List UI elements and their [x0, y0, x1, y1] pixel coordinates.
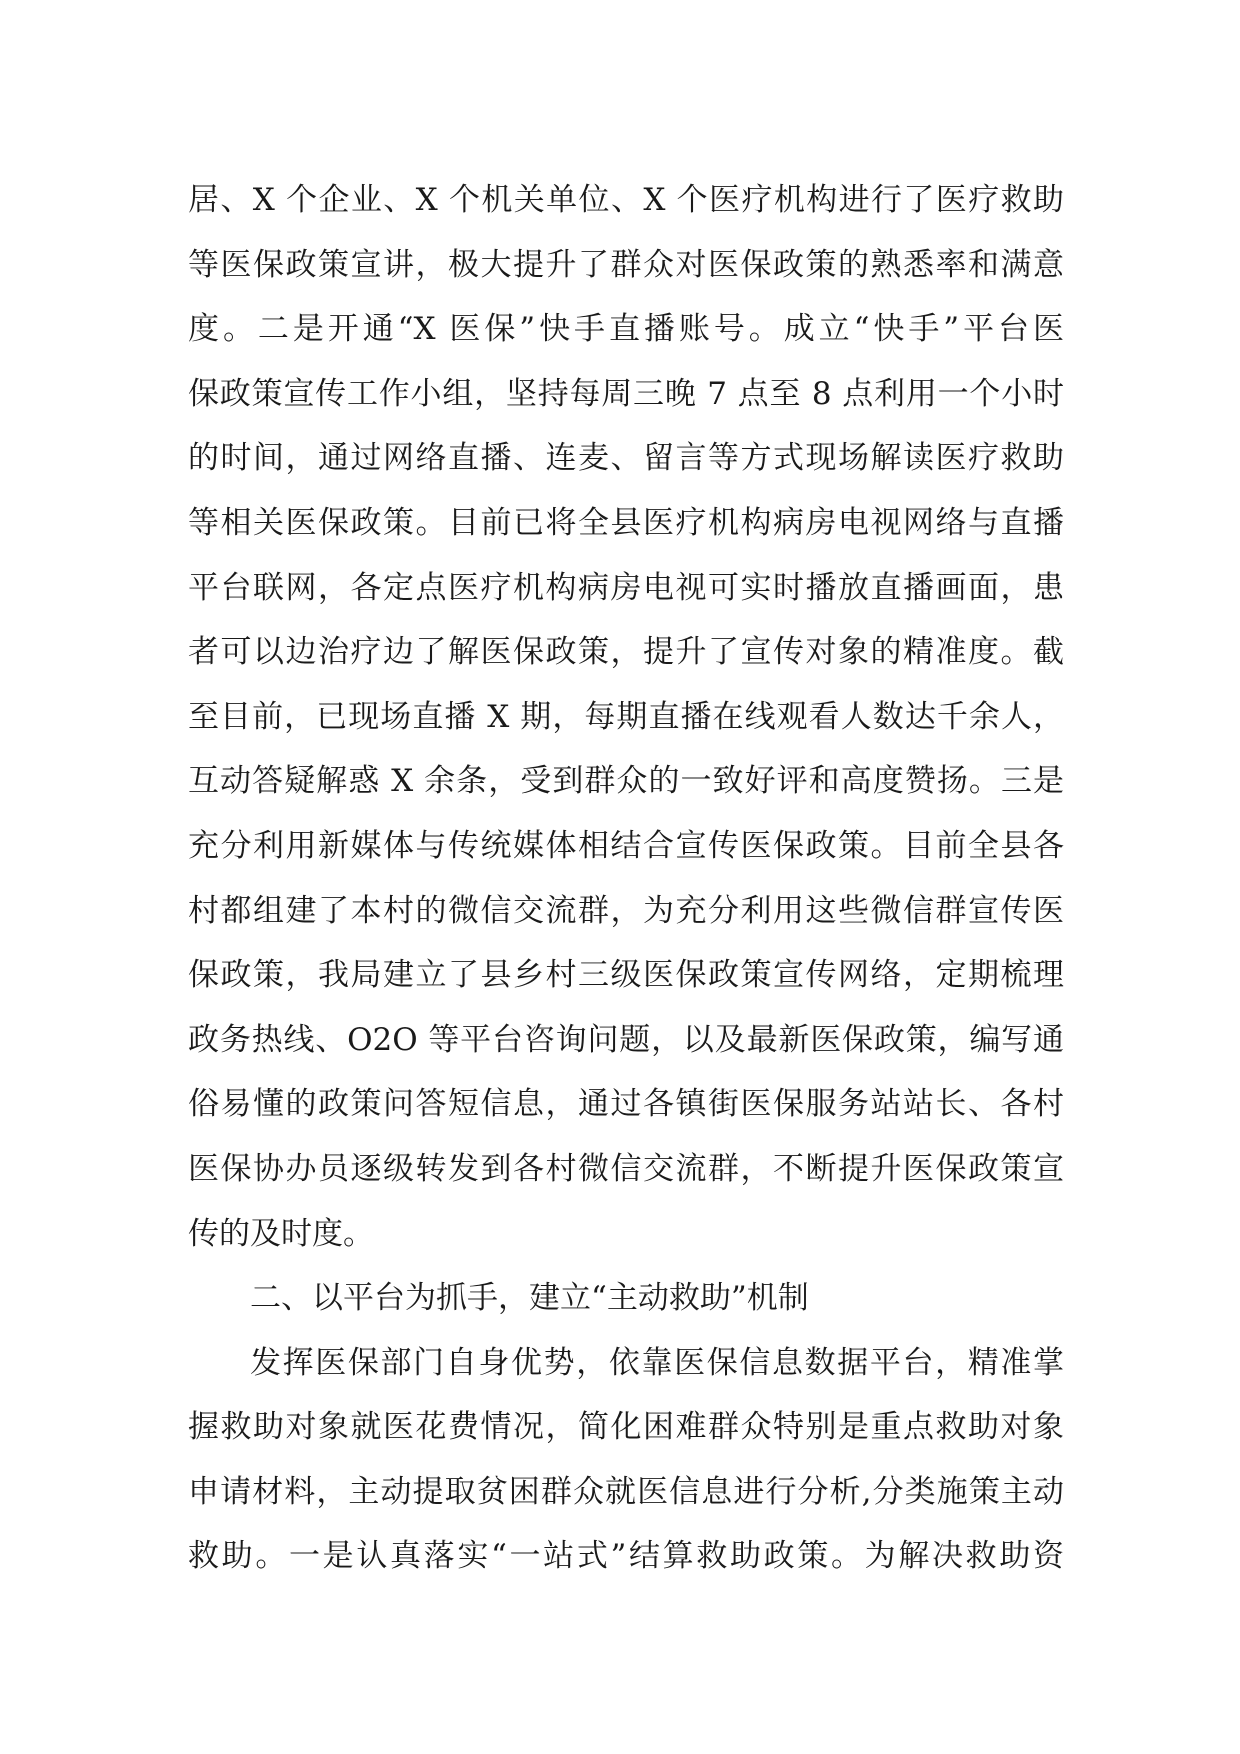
body-line: 保政策，我局建立了县乡村三级医保政策宣传网络，定期梳理 [188, 957, 1064, 994]
body-line: 等相关医保政策。目前已将全县医疗机构病房电视网络与直播 [188, 504, 1064, 541]
body-line: 互动答疑解惑 X 余条，受到群众的一致好评和高度赞扬。三是 [188, 763, 1064, 800]
body-line: 者可以边治疗边了解医保政策，提升了宣传对象的精准度。截 [188, 634, 1064, 671]
body-line: 村都组建了本村的微信交流群，为充分利用这些微信群宣传医 [188, 892, 1064, 929]
body-line: 平台联网，各定点医疗机构病房电视可实时播放直播画面，患 [188, 569, 1064, 606]
body-line: 至目前，已现场直播 X 期，每期直播在线观看人数达千余人， [188, 698, 1064, 735]
body-line: 度。二是开通“X 医保”快手直播账号。成立“快手”平台医 [188, 311, 1064, 348]
body-line: 救助。一是认真落实“一站式”结算救助政策。为解决救助资 [188, 1538, 1064, 1575]
body-line: 政务热线、O2O 等平台咨询问题，以及最新医保政策，编写通 [188, 1021, 1064, 1058]
body-line: 申请材料，主动提取贫困群众就医信息进行分析,分类施策主动 [188, 1473, 1064, 1510]
body-line: 居、X 个企业、X 个机关单位、X 个医疗机构进行了医疗救助 [188, 182, 1064, 218]
body-line: 握救助对象就医花费情况，简化困难群众特别是重点救助对象 [188, 1409, 1064, 1446]
body-line: 充分利用新媒体与传统媒体相结合宣传医保政策。目前全县各 [188, 827, 1064, 864]
body-line: 等医保政策宣讲，极大提升了群众对医保政策的熟悉率和满意 [188, 246, 1064, 283]
body-line: 俗易懂的政策问答短信息，通过各镇街医保服务站站长、各村 [188, 1086, 1064, 1123]
body-line: 发挥医保部门自身优势，依靠医保信息数据平台，精准掌 [250, 1344, 1064, 1381]
body-line: 保政策宣传工作小组，坚持每周三晚 7 点至 8 点利用一个小时 [188, 375, 1064, 412]
body-line: 的时间，通过网络直播、连麦、留言等方式现场解读医疗救助 [188, 440, 1064, 477]
body-line: 医保协办员逐级转发到各村微信交流群，不断提升医保政策宣 [188, 1150, 1064, 1187]
body-line: 传的及时度。 [188, 1215, 374, 1252]
section-heading: 二、以平台为抓手，建立“主动救助”机制 [250, 1280, 809, 1317]
document-body [188, 168, 1064, 1589]
